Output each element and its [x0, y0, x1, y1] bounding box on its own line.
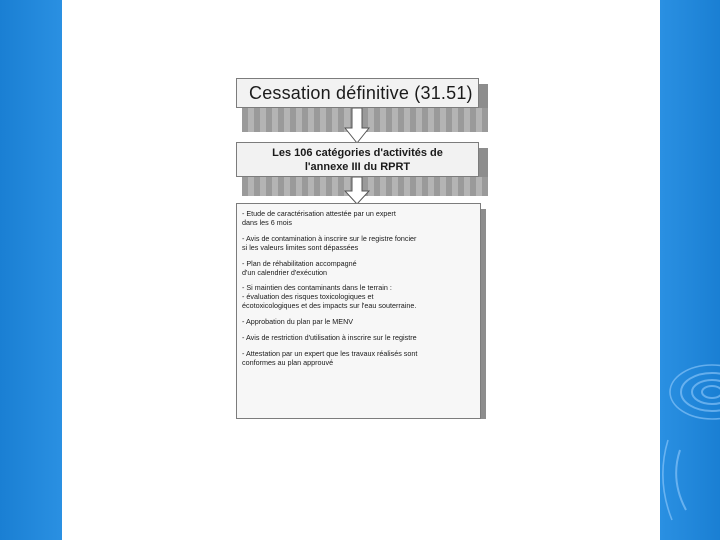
list-box-side-shadow	[481, 209, 486, 419]
categories-line-1: Les 106 catégories d'activités de	[272, 147, 443, 159]
requirement-item: - Attestation par un expert que les travaux réalisés sont conformes au plan approuvé	[242, 348, 418, 367]
requirement-item: - Si maintien des contaminants dans le terrain : - évaluation des risques toxicologiques et écotoxicologiques et des impacts sur l'eau souterraine.	[242, 283, 417, 311]
down-arrow-icon	[344, 177, 370, 205]
categories-box	[236, 142, 479, 177]
requirement-item: - Avis de restriction d'utilisation à inscrire sur le registre	[242, 333, 417, 343]
title-text: Cessation définitive (31.51)	[249, 83, 473, 103]
requirements-box	[236, 203, 481, 419]
requirement-item: - Avis de contamination à inscrire sur le registre foncier si les valeurs limites sont dépassées	[242, 233, 417, 252]
down-arrow-icon	[344, 108, 370, 144]
requirement-item: - Plan de réhabilitation accompagné d'un calendrier d'exécution	[242, 258, 357, 277]
categories-line-2: l'annexe III du RPRT	[304, 161, 411, 173]
requirement-item: - Etude de caractérisation attestée par un expert dans les 6 mois	[242, 209, 396, 227]
title-box	[236, 78, 479, 108]
requirement-item: - Approbation du plan par le MENV	[242, 317, 354, 327]
